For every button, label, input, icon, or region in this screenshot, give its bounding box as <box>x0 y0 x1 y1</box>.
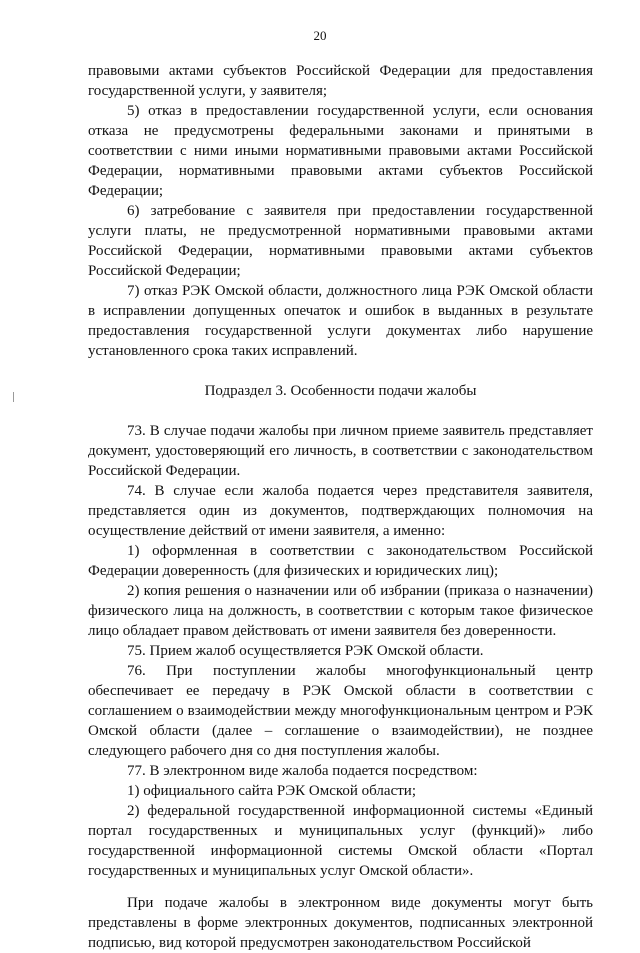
list-item-5: 5) отказ в предоставлении государственной услуги, если основания отказа не предусмотрены федеральными законами и принятыми в соответствии с ними иными нормативными правовыми актами Российской Федерации, нормативными правовыми актами субъектов Российской Федерации; <box>88 103 593 199</box>
clause-76: 76. При поступлении жалобы многофункциональный центр обеспечивает ее передачу в РЭК Омской области в соответствии с соглашением о взаимодействии между многофункциональным центром и РЭК Омской области (далее – соглашение о взаимодействии), не позднее следующего рабочего дня со дня поступления жалобы. <box>88 663 593 759</box>
clause-74: 74. В случае если жалоба подается через представителя заявителя, представляется один из документов, подтверждающих полномочия на осуществление действий от имени заявителя, а именно: <box>88 483 593 539</box>
clause-77-item-2: 2) федеральной государственной информационной системы «Единый портал государственных и муниципальных услуг (функций)» либо государственной информационной системы Омской области «Портал государственных и муниципальных услуг Омской области». <box>88 803 593 879</box>
clause-74-item-1: 1) оформленная в соответствии с законодательством Российской Федерации доверенность (для физических и юридических лиц); <box>88 543 593 579</box>
page-number: 20 <box>313 28 327 43</box>
clause-75: 75. Прием жалоб осуществляется РЭК Омской области. <box>127 643 484 659</box>
paragraph-continuation: правовыми актами субъектов Российской Федерации для предоставления государственной услуги, у заявителя; <box>88 63 593 99</box>
clause-74-item-2: 2) копия решения о назначении или об избрании (приказа о назначении) физического лица на должность, в соответствии с которым такое физическое лицо обладает правом действовать от имени заявителя без доверенности. <box>88 583 593 639</box>
subsection-heading: Подраздел 3. Особенности подачи жалобы <box>204 383 477 399</box>
clause-73: 73. В случае подачи жалобы при личном приеме заявитель представляет документ, удостоверяющий его личность, в соответствии с законодательством Российской Федерации. <box>88 423 593 479</box>
electronic-submission-paragraph: При подаче жалобы в электронном виде документы могут быть представлены в форме электронных документов, подписанных электронной подписью, вид которой предусмотрен законодательством Российской <box>88 895 593 951</box>
document-body <box>88 61 593 953</box>
scan-mark <box>13 392 14 402</box>
clause-77: 77. В электронном виде жалоба подается посредством: <box>127 763 478 779</box>
list-item-6: 6) затребование с заявителя при предоставлении государственной услуги платы, не предусмотренной нормативными правовыми актами Российской Федерации, нормативными правовыми актами субъектов Российской Федерации; <box>88 203 593 279</box>
list-item-7: 7) отказ РЭК Омской области, должностного лица РЭК Омской области в исправлении допущенных опечаток и ошибок в выданных в результате предоставления государственной услуги документах либо нарушение установленного срока таких исправлений. <box>88 283 593 359</box>
clause-77-item-1: 1) официального сайта РЭК Омской области; <box>127 783 416 799</box>
